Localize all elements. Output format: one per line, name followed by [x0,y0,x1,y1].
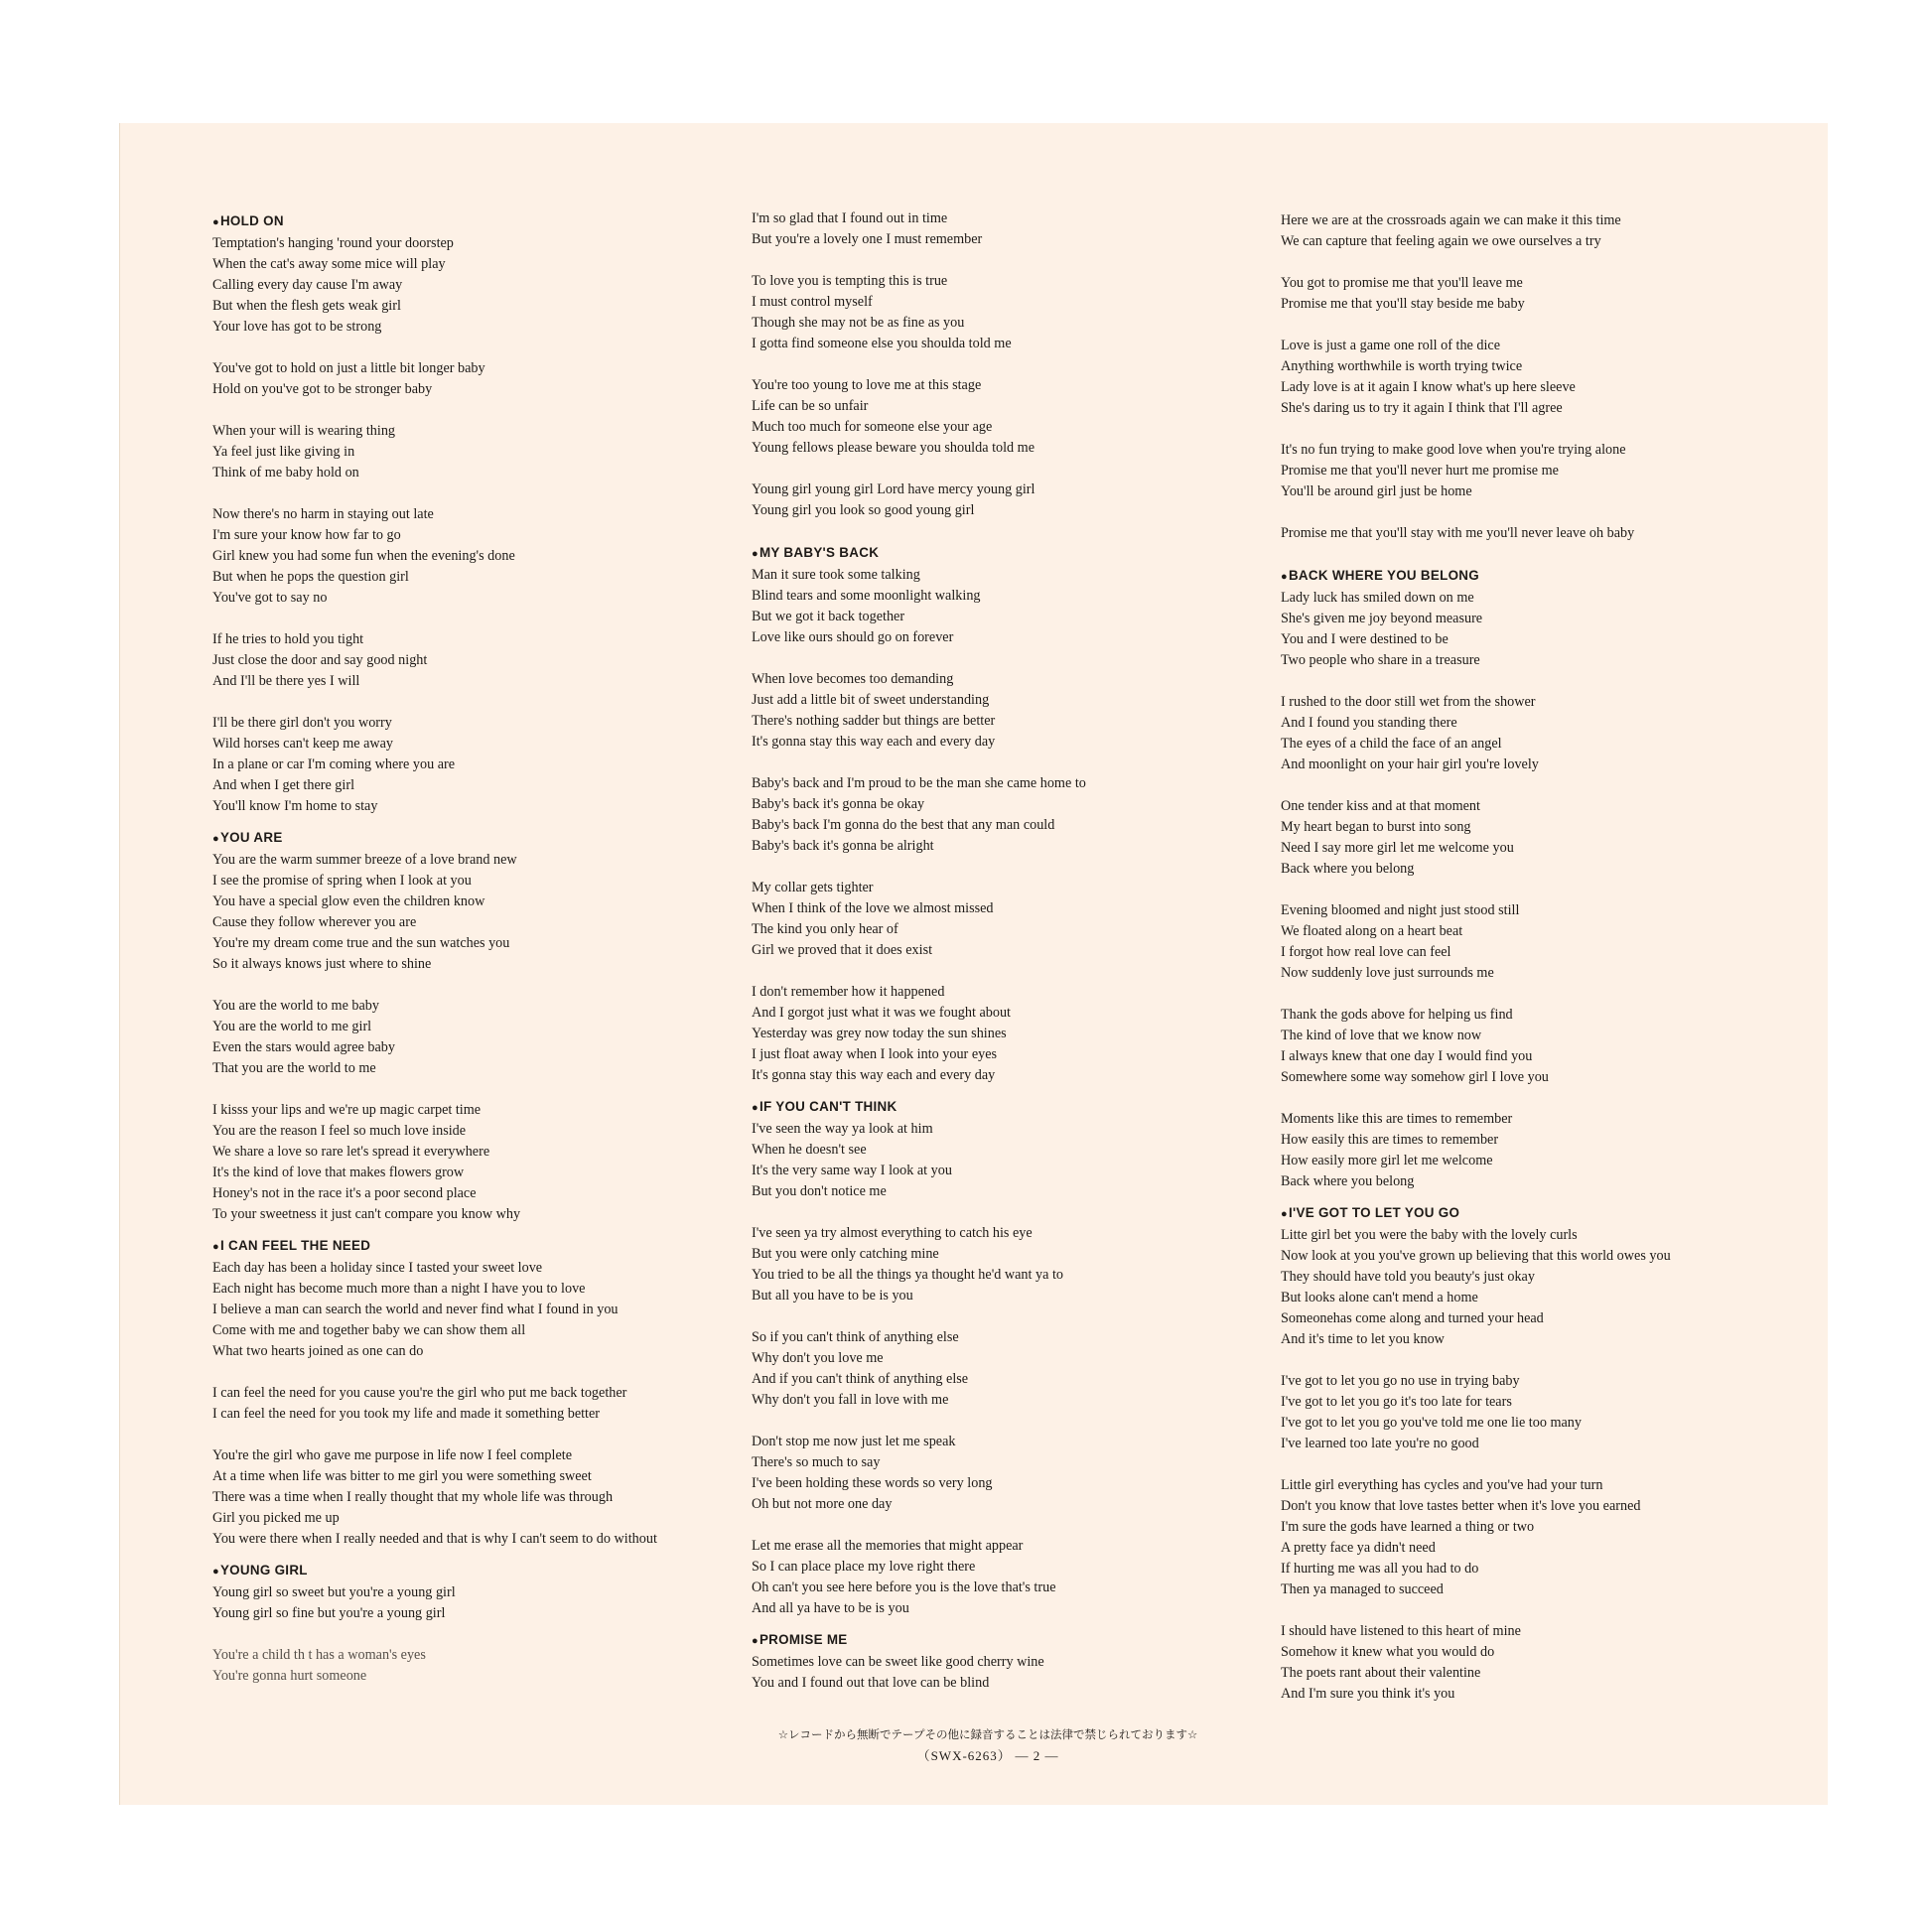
lyric-line: I should have listened to this heart of mine [1281,1623,1521,1639]
lyric-line: When the cat's away some mice will play [212,256,446,272]
song-title: ● YOUNG GIRL [212,1560,729,1582]
lyric-line: Honey's not in the race it's a poor second place [212,1185,477,1201]
lyric-line: I don't remember how it happened [752,984,945,1000]
lyric-line: In a plane or car I'm coming where you are [212,756,456,772]
lyric-line: I believe a man can search the world and never find what I found in you [212,1302,619,1317]
stanza [212,1645,729,1687]
lyric-line: Cause they follow wherever you are [212,914,417,930]
stanza [752,1327,1268,1411]
lyric-line: But all you have to be is you [752,1288,913,1304]
lyric-line: And I found you standing there [1281,715,1457,731]
lyric-line: So it always knows just where to shine [212,956,432,972]
song-block [212,1235,729,1550]
song-block [752,1629,1268,1694]
lyric-line: I've seen the way ya look at him [752,1121,933,1137]
lyric-line: But looks alone can't mend a home [1281,1290,1478,1305]
stanza [752,271,1268,354]
song-block [212,1560,729,1687]
lyric-line: Two people who share in a treasure [1281,652,1480,668]
stanza [1281,210,1817,252]
lyric-line: Somewhere some way somehow girl I love you [1281,1069,1549,1085]
lyric-line: When he doesn't see [752,1142,867,1158]
song-title: ● I CAN FEEL THE NEED [212,1235,729,1258]
lyric-line: My heart began to burst into song [1281,819,1471,835]
lyric-line: Little girl everything has cycles and you've had your turn [1281,1477,1603,1493]
lyric-line: I've got to let you go it's too late for tears [1281,1394,1512,1410]
lyric-line: Promise me that you'll stay with me you'll never leave oh baby [1281,525,1635,541]
lyric-line: Ya feel just like giving in [212,444,355,460]
lyric-line: I can feel the need for you cause you're the girl who put me back together [212,1385,627,1401]
lyric-line: Though she may not be as fine as you [752,315,965,331]
page-number: — 2 — [1015,1748,1059,1763]
lyric-line: Baby's back it's gonna be alright [752,838,934,854]
lyric-line: Young girl you look so good young girl [752,502,975,518]
lyric-line: If he tries to hold you tight [212,631,364,647]
lyric-line: One tender kiss and at that moment [1281,798,1480,814]
lyric-line: You are the world to me baby [212,998,379,1014]
lyric-line: Anything worthwhile is worth trying twice [1281,358,1523,374]
lyric-line: Sometimes love can be sweet like good cherry wine [752,1654,1044,1670]
lyric-line: Just close the door and say good night [212,652,428,668]
lyric-line: I must control myself [752,294,873,310]
lyric-line: I always knew that one day I would find you [1281,1048,1533,1064]
song-title: ● PROMISE ME [752,1629,1268,1652]
lyric-line: You and I were destined to be [1281,631,1449,647]
lyrics-column-left [212,210,729,1697]
lyric-line: Then ya managed to succeed [1281,1581,1444,1597]
lyric-line: Evening bloomed and night just stood still [1281,902,1520,918]
lyric-line: Each day has been a holiday since I tasted your sweet love [212,1260,543,1276]
lyric-line: Thank the gods above for helping us find [1281,1007,1513,1023]
lyric-line: My collar gets tighter [752,880,874,895]
lyric-line: You'll be around girl just be home [1281,483,1472,499]
lyric-line: Promise me that you'll stay beside me baby [1281,296,1525,312]
lyric-line: To your sweetness it just can't compare you know why [212,1206,521,1222]
lyric-line: If hurting me was all you had to do [1281,1561,1479,1577]
lyric-line: The poets rant about their valentine [1281,1665,1481,1681]
lyric-line: Now look at you you've grown up believing that this world owes you [1281,1248,1671,1264]
lyric-line: Think of me baby hold on [212,465,359,480]
lyric-line: There's so much to say [752,1454,881,1470]
lyric-line: I've got to let you go you've told me one lie too many [1281,1415,1582,1431]
stanza [212,1258,729,1362]
lyric-line: Baby's back it's gonna be okay [752,796,925,812]
song-title: ● BACK WHERE YOU BELONG [1281,565,1817,588]
lyric-line: Come with me and together baby we can show them all [212,1322,526,1338]
lyric-line: What two hearts joined as one can do [212,1343,424,1359]
stanza [1281,336,1817,419]
song-block [212,210,729,817]
lyric-line: The kind you only hear of [752,921,898,937]
lyric-line: Life can be so unfair [752,398,869,414]
lyric-line: And if you can't think of anything else [752,1371,969,1387]
stanza [1281,588,1817,671]
stanza [752,1119,1268,1202]
lyric-line: It's no fun trying to make good love when you're trying alone [1281,442,1626,458]
stanza [212,1383,729,1425]
lyric-line: I've learned too late you're no good [1281,1436,1479,1451]
song-title: ● HOLD ON [212,210,729,233]
lyric-line: Young girl young girl Lord have mercy young girl [752,481,1035,497]
lyric-line: You're a child th t has a woman's eyes [212,1647,426,1663]
lyric-line: Why don't you love me [752,1350,884,1366]
lyric-line: Calling every day cause I'm away [212,277,403,293]
lyric-line: I've got to let you go no use in trying baby [1281,1373,1520,1389]
stanza [752,208,1268,250]
lyric-line: I can feel the need for you took my life and made it something better [212,1406,601,1422]
catalog-number: （SWX-6263） [916,1748,1012,1763]
lyric-line: Don't stop me now just let me speak [752,1434,956,1449]
stanza [212,1445,729,1550]
lyric-line: But we got it back together [752,609,905,624]
stanza [752,1652,1268,1694]
lyric-line: Oh can't you see here before you is the love that's true [752,1579,1056,1595]
lyric-line: Baby's back I'm gonna do the best that any man could [752,817,1055,833]
lyric-line: I see the promise of spring when I look at you [212,873,472,889]
stanza [752,480,1268,521]
lyric-line: Each night has become much more than a night I have you to love [212,1281,586,1297]
lyric-line: And when I get there girl [212,777,355,793]
song-title: ● IF YOU CAN'T THINK [752,1096,1268,1119]
lyric-line: Lady love is at it again I know what's up here sleeve [1281,379,1576,395]
stanza [212,850,729,975]
lyric-line: We share a love so rare let's spread it everywhere [212,1144,490,1160]
song-block [752,1096,1268,1619]
stanza [1281,692,1817,775]
lyric-line: Love is just a game one roll of the dice [1281,338,1501,353]
lyric-line: Girl knew you had some fun when the evening's done [212,548,515,564]
lyric-line: There's nothing sadder but things are better [752,713,996,729]
lyric-line: You're gonna hurt someone [212,1668,367,1684]
stanza [212,358,729,400]
lyric-line: Even the stars would agree baby [212,1039,395,1055]
lyric-line: And I'm sure you think it's you [1281,1686,1455,1702]
stanza [1281,440,1817,502]
lyric-line: Girl you picked me up [212,1510,340,1526]
lyric-line: Promise me that you'll never hurt me promise me [1281,463,1559,479]
lyric-line: And I'll be there yes I will [212,673,360,689]
lyric-line: You tried to be all the things ya thought he'd want ya to [752,1267,1063,1283]
stanza [752,878,1268,961]
page-footer [730,1723,1246,1767]
stanza [212,996,729,1079]
lyric-line: But you're a lovely one I must remember [752,231,983,247]
stanza [212,1100,729,1225]
song-block [752,542,1268,1086]
stanza [752,1223,1268,1306]
lyric-line: We can capture that feeling again we owe ourselves a try [1281,233,1601,249]
stanza [752,669,1268,753]
stanza [212,1582,729,1624]
lyric-line: At a time when life was bitter to me girl you were something sweet [212,1468,592,1484]
lyric-line: Love like ours should go on forever [752,629,954,645]
song-title: ● I'VE GOT TO LET YOU GO [1281,1202,1817,1225]
lyric-line: So I can place place my love right there [752,1559,976,1575]
lyric-line: Need I say more girl let me welcome you [1281,840,1514,856]
lyric-line: I forgot how real love can feel [1281,944,1451,960]
lyric-line: When I think of the love we almost missed [752,900,994,916]
lyric-line: So if you can't think of anything else [752,1329,959,1345]
stanza [1281,1621,1817,1705]
lyric-line: And all ya have to be is you [752,1600,909,1616]
stanza [752,375,1268,459]
lyric-line: Now suddenly love just surrounds me [1281,965,1494,981]
lyric-line: You've got to say no [212,590,328,606]
lyric-line: She's daring us to try it again I think that I'll agree [1281,400,1563,416]
lyric-line: Back where you belong [1281,861,1415,877]
lyric-line: Back where you belong [1281,1173,1415,1189]
lyric-line: Blind tears and some moonlight walking [752,588,981,604]
lyric-line: When your will is wearing thing [212,423,396,439]
lyric-line: Man it sure took some talking [752,567,920,583]
lyric-line: And I gorgot just what it was we fought about [752,1005,1011,1021]
lyric-line: Somehow it knew what you would do [1281,1644,1495,1660]
lyric-line: Baby's back and I'm proud to be the man she came home to [752,775,1086,791]
lyric-line: To love you is tempting this is true [752,273,948,289]
lyric-line: I'm sure the gods have learned a thing or two [1281,1519,1535,1535]
lyric-line: I rushed to the door still wet from the shower [1281,694,1536,710]
lyric-line: You and I found out that love can be blind [752,1675,990,1691]
lyric-line: You are the world to me girl [212,1019,372,1034]
lyric-line: Just add a little bit of sweet understanding [752,692,990,708]
lyric-line: Temptation's hanging 'round your doorstep [212,235,454,251]
stanza [1281,900,1817,984]
lyric-line: Hold on you've got to be stronger baby [212,381,433,397]
lyric-line: But you were only catching mine [752,1246,939,1262]
lyric-line: Someonehas come along and turned your head [1281,1310,1544,1326]
stanza [212,504,729,609]
song-block [1281,1202,1817,1705]
lyric-line: When love becomes too demanding [752,671,954,687]
lyric-line: Yesterday was grey now today the sun shines [752,1026,1007,1041]
stanza [752,773,1268,857]
lyric-line: Much too much for someone else your age [752,419,993,435]
lyric-line: That you are the world to me [212,1060,376,1076]
lyric-line: You've got to hold on just a little bit longer baby [212,360,485,376]
lyrics-column-middle [752,208,1268,1704]
lyric-line: I gotta find someone else you shoulda told me [752,336,1012,351]
lyric-line: Moments like this are times to remember [1281,1111,1513,1127]
stanza [1281,1109,1817,1192]
lyric-line: You are the reason I feel so much love inside [212,1123,467,1139]
lyric-line: I've been holding these words so very long [752,1475,993,1491]
stanza [752,1432,1268,1515]
lyric-line: Why don't you fall in love with me [752,1392,949,1408]
lyric-line: You are the warm summer breeze of a love brand new [212,852,517,868]
stanza [1281,796,1817,880]
lyric-line: A pretty face ya didn't need [1281,1540,1436,1556]
stanza [1281,273,1817,315]
lyric-line: Wild horses can't keep me away [212,736,394,752]
song-title: ● YOU ARE [212,827,729,850]
song-title: ● MY BABY'S BACK [752,542,1268,565]
lyric-line: The eyes of a child the face of an angel [1281,736,1502,752]
lyric-line: You're too young to love me at this stage [752,377,982,393]
lyric-line: The kind of love that we know now [1281,1028,1482,1043]
lyric-line: I kisss your lips and we're up magic carpet time [212,1102,482,1118]
stanza [212,421,729,483]
lyric-line: And moonlight on your hair girl you're lovely [1281,756,1539,772]
lyric-line: We floated along on a heart beat [1281,923,1463,939]
lyric-line: She's given me joy beyond measure [1281,611,1483,626]
stanza [752,565,1268,648]
lyric-line: I'll be there girl don't you worry [212,715,392,731]
lyric-line: Don't you know that love tastes better when it's love you earned [1281,1498,1641,1514]
lyric-line: You have a special glow even the children know [212,893,485,909]
lyric-line: Let me erase all the memories that might appear [752,1538,1024,1554]
lyric-line: I've seen ya try almost everything to catch his eye [752,1225,1033,1241]
lyric-line: It's gonna stay this way each and every day [752,734,996,750]
lyrics-column-right [1281,210,1817,1715]
catalog-page-line [730,1745,1246,1767]
lyric-line: But you don't notice me [752,1183,887,1199]
lyric-line: But when the flesh gets weak girl [212,298,401,314]
stanza [1281,1371,1817,1454]
lyric-line: I just float away when I look into your eyes [752,1046,998,1062]
lyric-line: You got to promise me that you'll leave me [1281,275,1523,291]
lyric-line: Now there's no harm in staying out late [212,506,434,522]
lyric-line: Young girl so sweet but you're a young girl [212,1584,456,1600]
lyric-line: But when he pops the question girl [212,569,409,585]
stanza [1281,523,1817,544]
copyright-notice: ☆レコードから無断でテープその他に録音することは法律で禁じられております☆ [777,1727,1198,1741]
lyric-line: And it's time to let you know [1281,1331,1445,1347]
lyric-line: Litte girl bet you were the baby with the lovely curls [1281,1227,1578,1243]
lyric-line: How easily this are times to remember [1281,1132,1499,1148]
song-block [752,208,1268,521]
lyric-line: You'll know I'm home to stay [212,798,378,814]
lyric-line: I'm sure your know how far to go [212,527,401,543]
lyric-line: You're my dream come true and the sun watches you [212,935,510,951]
stanza [1281,1225,1817,1350]
stanza [212,713,729,817]
lyric-line: You were there when I really needed and that is why I can't seem to do without [212,1531,657,1547]
stanza [212,629,729,692]
lyric-line: It's the kind of love that makes flowers grow [212,1165,465,1180]
stanza [1281,1475,1817,1600]
lyric-line: Here we are at the crossroads again we can make it this time [1281,212,1621,228]
stanza [752,1536,1268,1619]
lyric-line: They should have told you beauty's just okay [1281,1269,1535,1285]
stanza [752,982,1268,1086]
song-block [1281,210,1817,544]
lyric-line: Your love has got to be strong [212,319,382,335]
lyric-line: Oh but not more one day [752,1496,893,1512]
lyric-line: Young girl so fine but you're a young girl [212,1605,446,1621]
stanza [1281,1005,1817,1088]
song-block [212,827,729,1225]
stanza [212,233,729,338]
lyric-line: There was a time when I really thought that my whole life was through [212,1489,614,1505]
lyric-line: You're the girl who gave me purpose in life now I feel complete [212,1447,573,1463]
lyric-line: It's gonna stay this way each and every day [752,1067,996,1083]
lyric-line: Lady luck has smiled down on me [1281,590,1474,606]
lyric-line: Young fellows please beware you shoulda told me [752,440,1035,456]
lyric-line: Girl we proved that it does exist [752,942,933,958]
song-block [1281,565,1817,1192]
lyric-line: How easily more girl let me welcome [1281,1153,1493,1168]
lyric-line: It's the very same way I look at you [752,1163,952,1178]
lyric-line: I'm so glad that I found out in time [752,210,948,226]
